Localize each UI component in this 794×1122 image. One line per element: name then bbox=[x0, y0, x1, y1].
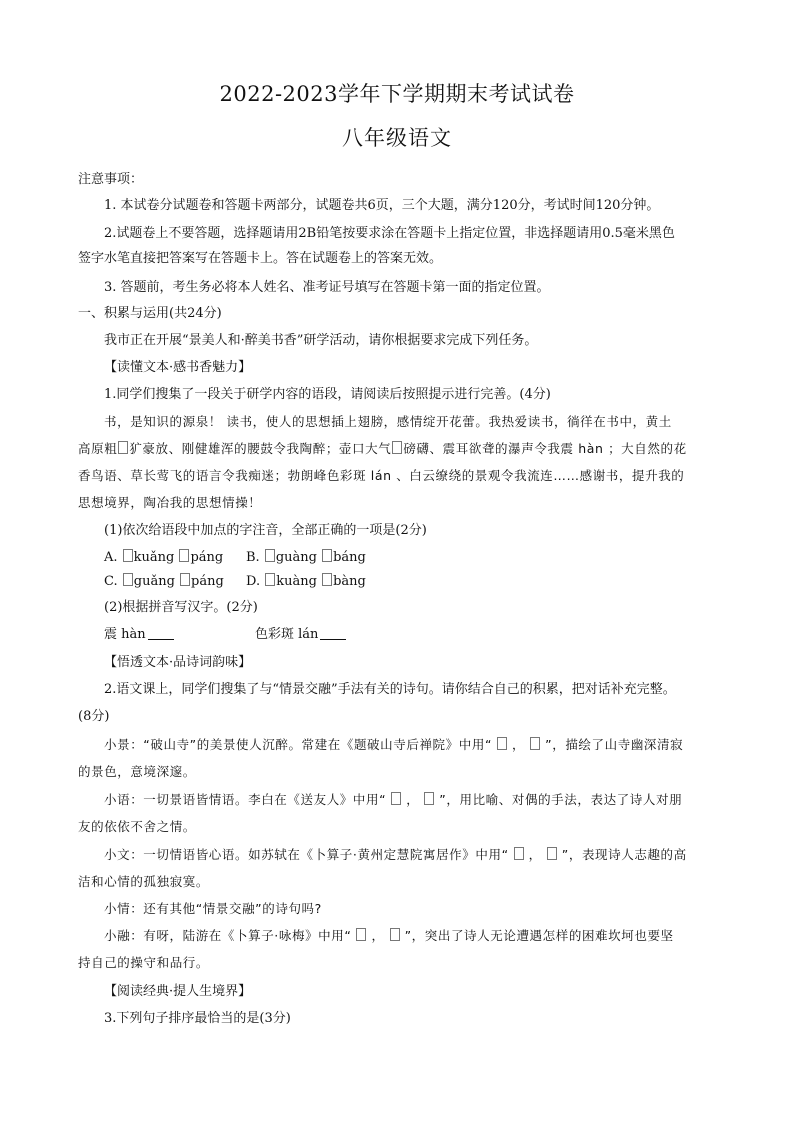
missing-glyph-box bbox=[118, 441, 128, 454]
missing-glyph-box bbox=[322, 549, 332, 562]
question-2-line-2: (8分) bbox=[78, 709, 110, 724]
task-1-heading: 【读懂文本·感书香魅力】 bbox=[104, 360, 252, 375]
answer-slot[interactable] bbox=[386, 791, 406, 809]
option-d bbox=[246, 573, 366, 591]
dialogue-text: ， bbox=[371, 928, 385, 943]
section-1-intro: 我市正在开展“景美人和·醉美书香”研学活动，请你根据要求完成下列任务。 bbox=[104, 333, 538, 348]
question-2-line-1: 2.语文课上，同学们搜集了与“情景交融”手法有关的诗句。请你结合自己的积累，把对话补充完整。 bbox=[104, 682, 676, 697]
exam-title: 2022-2023学年下学期期末考试试卷 bbox=[219, 82, 575, 106]
option-letter: A. bbox=[104, 550, 122, 565]
question-1: 1.同学们搜集了一段关于研学内容的语段，请阅读后按照提示进行完善。(4分) bbox=[104, 387, 551, 402]
answer-slot[interactable] bbox=[525, 736, 545, 754]
note-2-line-2: 签字水笔直接把答案写在答题卡上。答在试题卷上的答案无效。 bbox=[78, 251, 443, 266]
answer-slot[interactable] bbox=[492, 736, 512, 754]
passage-text: 高原粗 bbox=[78, 441, 118, 456]
option-letter: D. bbox=[246, 574, 265, 589]
notes-heading: 注意事项： bbox=[78, 172, 144, 187]
dialogue-text: 小语：一切景语皆情语。李白在《送友人》中用“ bbox=[104, 792, 387, 807]
answer-slot[interactable] bbox=[351, 927, 371, 945]
answer-blank[interactable] bbox=[148, 627, 174, 640]
dialogue-2-line-1 bbox=[104, 791, 682, 809]
passage-line-2 bbox=[78, 440, 687, 458]
missing-glyph-box bbox=[392, 441, 402, 454]
note-2-line-1: 2.试题卷上不要答题，选择题请用2B铅笔按要求涂在答题卡上指定位置，非选择题请用0.5毫米黑色 bbox=[104, 226, 675, 241]
option-letter: B. bbox=[246, 550, 264, 565]
passage-line-4: 思想境界，陶冶我的思想情操！ bbox=[78, 495, 262, 510]
dialogue-1-line-1 bbox=[104, 736, 683, 754]
option-a bbox=[104, 549, 223, 567]
note-3: 3. 答题前，考生务必将本人姓名、准考证号填写在答题卡第一面的指定位置。 bbox=[104, 280, 550, 295]
option-pinyin: báng bbox=[333, 550, 366, 565]
option-letter: C. bbox=[104, 574, 122, 589]
question-1-1: (1)依次给语段中加点的字注音，全部正确的一项是(2分) bbox=[104, 523, 427, 538]
fill-in-2 bbox=[255, 626, 346, 644]
question-1-2: (2)根据拼音写汉字。(2分) bbox=[104, 600, 258, 615]
fill-in-1 bbox=[104, 626, 174, 644]
passage-line-3: 香鸟语、草长莺飞的语言令我痴迷；勃朗峰色彩斑 lán 、白云缭绕的景观令我流连……感谢书，提升我的 bbox=[78, 468, 685, 483]
missing-glyph-box bbox=[180, 573, 190, 586]
option-b bbox=[246, 549, 366, 567]
task-3-heading: 【阅读经典·提人生境界】 bbox=[104, 984, 252, 999]
dialogue-text: 小文：一切情语皆心语。如苏轼在《卜算子·黄州定慧院寓居作》中用“ bbox=[104, 847, 509, 862]
fill-in-label: 震 hàn bbox=[104, 627, 146, 642]
section-1-heading: 一、积累与运用(共24分) bbox=[78, 306, 222, 321]
option-pinyin: guàng bbox=[275, 550, 322, 565]
option-pinyin: bàng bbox=[333, 574, 366, 589]
question-3: 3.下列句子排序最恰当的是(3分) bbox=[104, 1011, 291, 1026]
dialogue-1-line-2: 的景色，意境深邃。 bbox=[78, 764, 196, 779]
dialogue-text: ”，表现诗人志趣的高 bbox=[561, 847, 687, 862]
dialogue-text: ， bbox=[512, 737, 526, 752]
answer-slot[interactable] bbox=[542, 846, 562, 864]
missing-glyph-box bbox=[322, 573, 332, 586]
answer-blank[interactable] bbox=[320, 627, 346, 640]
passage-text: 犷豪放、刚健雄浑的腰鼓令我陶醉；壶口大气 bbox=[129, 441, 392, 456]
dialogue-text: 小景：“破山寺”的美景使人沉醉。常建在《题破山寺后禅院》中用“ bbox=[104, 737, 493, 752]
missing-glyph-box bbox=[179, 549, 189, 562]
note-1: 1. 本试卷分试题卷和答题卡两部分，试题卷共6页，三个大题，满分120分，考试时间120分钟。 bbox=[104, 198, 660, 213]
missing-glyph-box bbox=[265, 549, 275, 562]
answer-slot[interactable] bbox=[419, 791, 439, 809]
answer-slot[interactable] bbox=[509, 846, 529, 864]
dialogue-3-line-1 bbox=[104, 846, 687, 864]
dialogue-text: ”，用比喻、对偶的手法，表达了诗人对朋 bbox=[439, 792, 683, 807]
option-pinyin: páng bbox=[191, 574, 224, 589]
exam-subtitle: 八年级语文 bbox=[342, 126, 452, 150]
dialogue-3-line-2: 洁和心情的孤独寂寞。 bbox=[78, 874, 210, 889]
dialogue-text: ， bbox=[528, 847, 542, 862]
option-pinyin: guǎng bbox=[133, 574, 180, 589]
missing-glyph-box bbox=[123, 573, 133, 586]
option-pinyin: kuǎng bbox=[133, 550, 179, 565]
dialogue-5-line-2: 持自己的操守和品行。 bbox=[78, 955, 210, 970]
fill-in-label: 色彩斑 lán bbox=[255, 627, 319, 642]
option-c bbox=[104, 573, 224, 591]
task-2-heading: 【悟透文本·品诗词韵味】 bbox=[104, 655, 252, 670]
missing-glyph-box bbox=[265, 573, 275, 586]
option-pinyin: páng bbox=[190, 550, 224, 565]
answer-slot[interactable] bbox=[385, 927, 405, 945]
dialogue-4: 小情：还有其他“情景交融”的诗句吗? bbox=[104, 901, 322, 916]
dialogue-text: ， bbox=[406, 792, 420, 807]
option-pinyin: kuàng bbox=[276, 574, 322, 589]
dialogue-2-line-2: 友的依依不舍之情。 bbox=[78, 819, 196, 834]
dialogue-text: ”，描绘了山寺幽深清寂 bbox=[545, 737, 684, 752]
dialogue-text: ”，突出了诗人无论遭遇怎样的困难坎坷也要坚 bbox=[404, 928, 674, 943]
dialogue-text: 小融：有呀，陆游在《卜算子·咏梅》中用“ bbox=[104, 928, 352, 943]
passage-line-1: 书，是知识的源泉！ 读书，使人的思想插上翅膀，感情绽开花蕾。我热爱读书，徜徉在书中，黄土 bbox=[104, 414, 672, 429]
dialogue-5-line-1 bbox=[104, 927, 674, 945]
missing-glyph-box bbox=[123, 549, 133, 562]
passage-text: 磅礴、震耳欲聋的瀑声令我震 hàn ；大自然的花 bbox=[403, 441, 687, 456]
